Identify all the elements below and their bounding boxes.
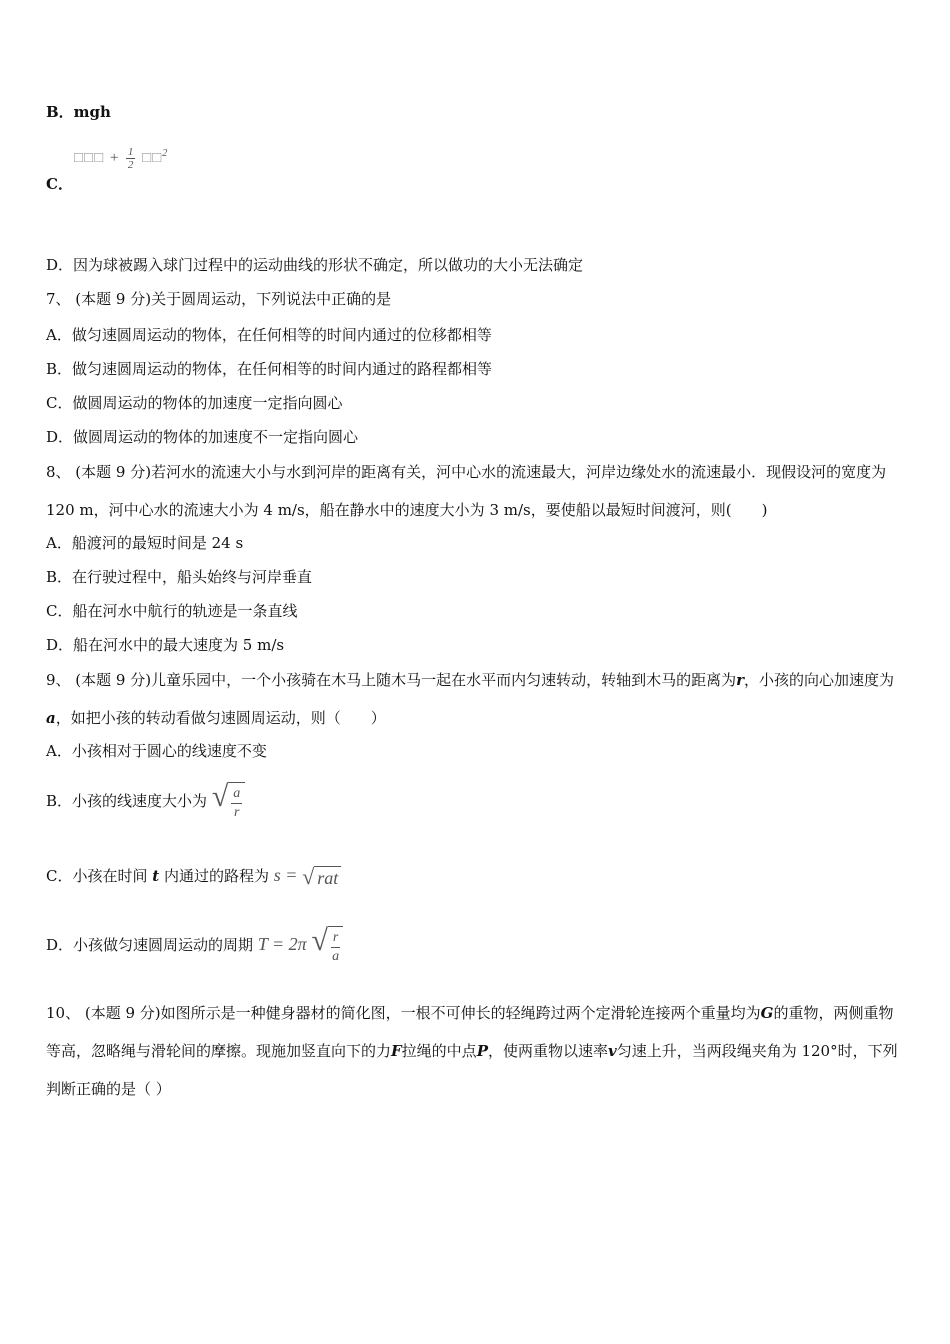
- q10-text-2: 的重物，两侧重物等高，忽略绳与滑轮间的摩擦。现施加竖直向下的力: [46, 1004, 894, 1060]
- q7-option-a: A．做匀速圆周运动的物体，在任何相等的时间内通过的位移都相等: [46, 326, 492, 344]
- q9-var-t: t: [152, 867, 160, 885]
- q8-option-b: B．在行驶过程中，船头始终与河岸垂直: [46, 568, 313, 586]
- formula-fraction: [126, 146, 136, 171]
- q8-stem: 8、 (本题 9 分)若河水的流速大小与水到河岸的距离有关，河中心水的流速最大，河岸边缘处水的流速最小．现假设河的宽度为 120 m，河中心水的流速大小为 4 m/s，船在静水中的速度大小为 3 m/s，要使船以最短时间渡河，则( ): [46, 463, 887, 519]
- radicand-denominator: r: [234, 805, 240, 820]
- sqrt-a-over-r: [212, 782, 245, 822]
- q9-stem-text-1: 9、 (本题 9 分)儿童乐园中，一个小孩骑在木马上随木马一起在水平而内匀速转动，转轴到木马的距离为: [46, 671, 737, 689]
- radical-sign: √: [211, 780, 229, 813]
- q10-text-5: 匀速上升，当两段绳夹角为 120°时，下列判断正确的是（ ）: [46, 1042, 898, 1098]
- q10-var-P: P: [476, 1042, 488, 1060]
- q10-var-F: F: [391, 1042, 402, 1060]
- q6-option-c-formula: [74, 144, 167, 171]
- formula-plus: +: [108, 150, 120, 166]
- q10-text-4: ，使两重物以速率: [487, 1042, 608, 1060]
- q7-option-b: B．做匀速圆周运动的物体，在任何相等的时间内通过的路程都相等: [46, 360, 493, 378]
- q9-option-c: [46, 860, 341, 891]
- q10-text-1: 10、 (本题 9 分)如图所示是一种健身器材的简化图，一根不可伸长的轻绳跨过两个定滑轮连接两个重量均为: [46, 1004, 761, 1022]
- q9-var-r: r: [736, 671, 745, 689]
- q10-text-3: 拉绳的中点: [401, 1042, 477, 1060]
- q8-option-d: D．船在河水中的最大速度为 5 m/s: [46, 636, 285, 654]
- q6-option-d: D．因为球被踢入球门过程中的运动曲线的形状不确定，所以做功的大小无法确定: [46, 256, 584, 274]
- q9-option-a: A．小孩相对于圆心的线速度不变: [46, 742, 267, 760]
- q9-stem-text-3: ，如把小孩的转动看做匀速圆周运动，则（ ）: [55, 709, 386, 727]
- formula-placeholder-2: □□: [142, 150, 163, 166]
- radicand: [228, 782, 245, 822]
- q9-option-d-text: D．小孩做匀速圆周运动的周期: [46, 936, 254, 954]
- q7-option-c: C．做圆周运动的物体的加速度一定指向圆心: [46, 394, 343, 412]
- q9-option-d: [46, 918, 343, 971]
- q9-stem: [46, 661, 908, 737]
- sqrt-r-over-a: [311, 926, 343, 966]
- formula-superscript: 2: [162, 148, 168, 159]
- q9-stem-text-2: ，小孩的向心加速度为: [744, 671, 895, 689]
- radicand: rat: [314, 866, 341, 888]
- q6-option-c-label: C．: [46, 175, 73, 193]
- q8-option-a: A．船渡河的最短时间是 24 s: [46, 534, 244, 552]
- fraction-denominator: 2: [127, 158, 134, 171]
- radicand-denominator: a: [332, 949, 340, 964]
- radical-sign: √: [302, 864, 315, 889]
- q10-var-G: G: [760, 1004, 774, 1022]
- q9-option-c-text-1: C．小孩在时间: [46, 867, 148, 885]
- radicand: [328, 926, 343, 966]
- q10-var-v: v: [607, 1042, 617, 1060]
- fraction-numerator: 1: [127, 145, 134, 158]
- q9-option-b-text: B．小孩的线速度大小为: [46, 792, 208, 810]
- q9-var-a: a: [46, 709, 56, 727]
- formula-T-equals: T = 2π: [257, 934, 307, 954]
- q10-stem: [46, 994, 908, 1108]
- q9-option-c-text-2: 内通过的路程为: [163, 867, 269, 885]
- q7-option-d: D．做圆周运动的物体的加速度不一定指向圆心: [46, 428, 359, 446]
- radicand-numerator: a: [231, 785, 242, 804]
- formula-placeholder: □□□: [74, 150, 105, 166]
- q8-option-c: C．船在河水中航行的轨迹是一条直线: [46, 602, 298, 620]
- radical-sign: √: [311, 924, 328, 957]
- radicand-numerator: r: [331, 929, 340, 948]
- sqrt-rat: [302, 866, 341, 888]
- q6-option-b: B．mgh: [46, 103, 111, 121]
- q9-option-b: [46, 776, 245, 826]
- q7-stem: 7、 (本题 9 分)关于圆周运动，下列说法中正确的是: [46, 290, 392, 308]
- formula-s-equals: s =: [273, 865, 298, 885]
